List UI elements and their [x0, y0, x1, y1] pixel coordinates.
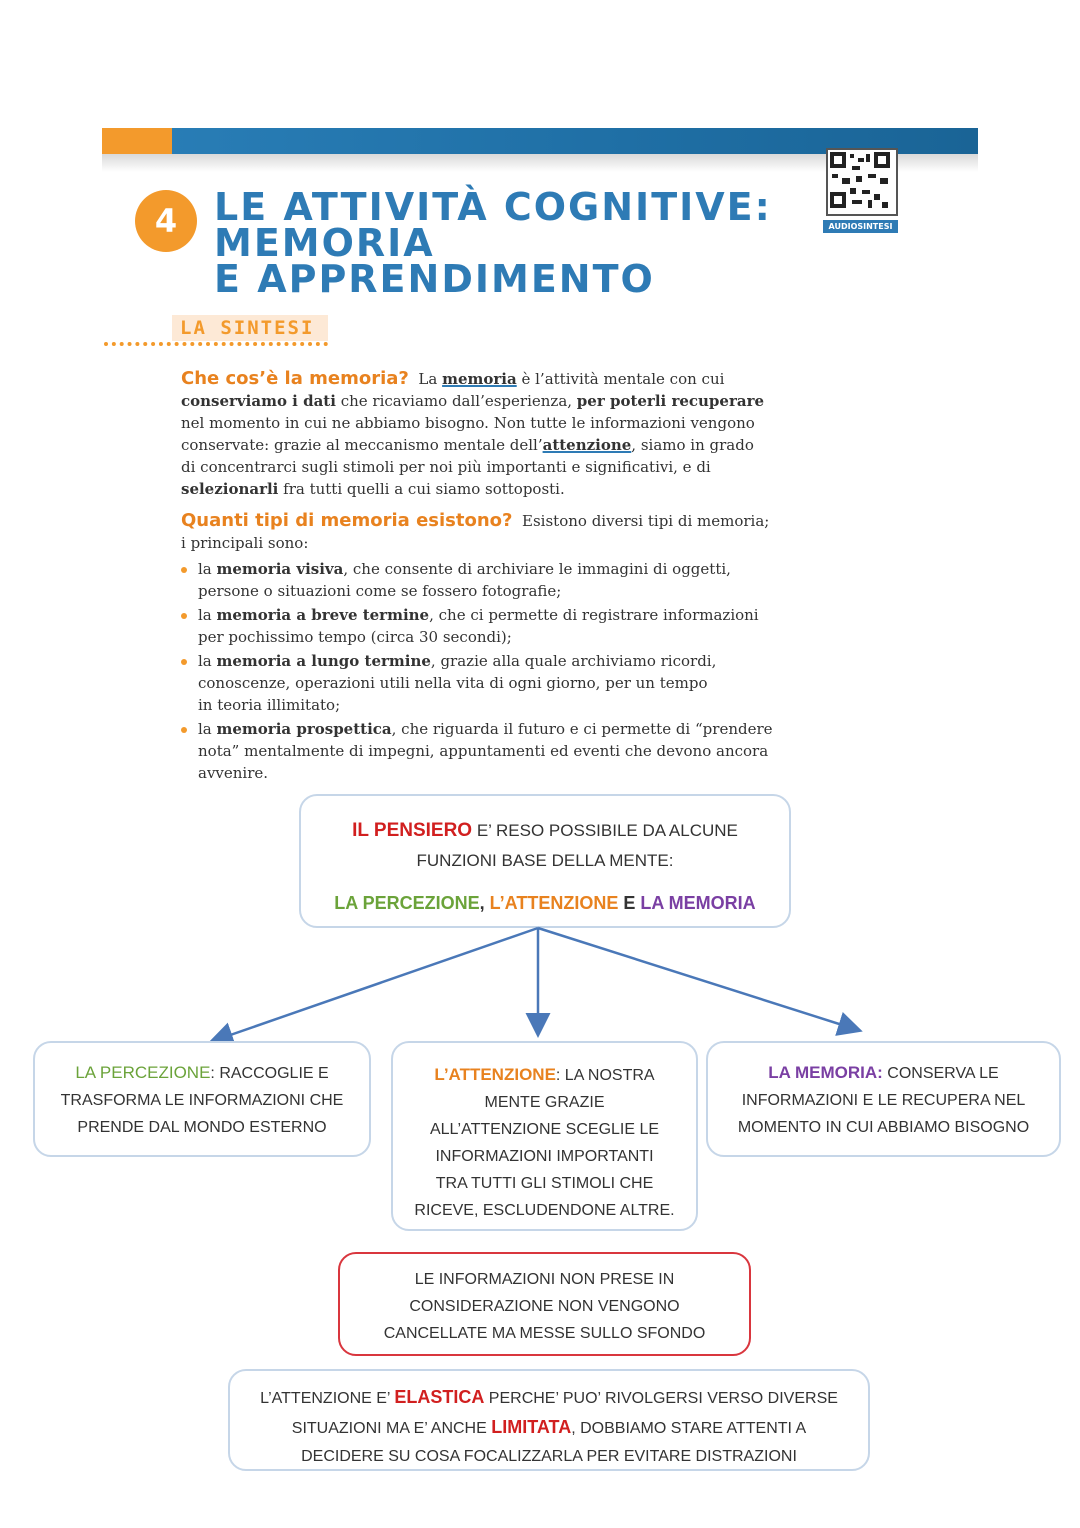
concept-box-attenzione: L’ATTENZIONE: LA NOSTRA MENTE GRAZIE ALL’ATTENZIONE SCEGLIE LE INFORMAZIONI IMPORTANTI TRA TUTTI GLI STIMOLI CHE RICEVE, ESCLUDENDONE ALTRE.	[391, 1041, 698, 1231]
audiosintesi-label: AUDIOSINTESI	[823, 220, 898, 233]
section-label: LA SINTESI	[180, 317, 315, 339]
list-item: la memoria prospettica, che riguarda il futuro e ci permette di “prendere nota” mentalmente di impegni, appuntamenti ed eventi che devono ancora avvenire.	[181, 718, 881, 784]
concept-box-note: LE INFORMAZIONI NON PRESE IN CONSIDERAZIONE NON VENGONO CANCELLATE MA MESSE SULLO SFONDO	[338, 1252, 751, 1356]
concept-box-percezione: LA PERCEZIONE: RACCOGLIE E TRASFORMA LE INFORMAZIONI CHE PRENDE DAL MONDO ESTERNO	[33, 1041, 371, 1157]
arrow-right	[538, 928, 858, 1030]
page-title-line-3: E APPRENDIMENTO	[214, 257, 655, 301]
list-item: la memoria a breve termine, che ci permette di registrare informazioni per pochissimo tempo (circa 30 secondi);	[181, 604, 881, 648]
list-item: la memoria a lungo termine, grazie alla quale archiviamo ricordi, conoscenze, operazioni utili nella vita di ogni giorno, per un tempo in teoria illimitato;	[181, 650, 881, 716]
arrow-left	[213, 928, 538, 1041]
concept-box-memoria: LA MEMORIA: CONSERVA LE INFORMAZIONI E LE RECUPERA NEL MOMENTO IN CUI ABBIAMO BISOGNO	[706, 1041, 1061, 1157]
list-item: la memoria visiva, che consente di archiviare le immagini di oggetti, persone o situazioni come se fossero fotografie;	[181, 558, 881, 602]
intro-paragraph-2: Quanti tipi di memoria esistono? Esistono diversi tipi di memoria; i principali sono:	[181, 510, 770, 552]
chapter-number: 4	[135, 190, 197, 252]
intro-paragraph-1: Che cos’è la memoria? La memoria è l’attività mentale con cui conserviamo i dati che ricaviamo dall’esperienza, per poterli recuperare nel momento in cui ne abbiamo bisogno. Non tutte le informazioni vengono conservate: grazie al meccanismo mentale dell’attenzione, siamo in grado di concentrarci sugli stimoli per noi più importanti e significativi, e di selezionarli fra tutti quelli a cui siamo sottoposti.	[181, 368, 765, 498]
concept-box-pensiero: IL PENSIERO E’ RESO POSSIBILE DA ALCUNE FUNZIONI BASE DELLA MENTE: LA PERCEZIONE, L’ATTENZIONE E LA MEMORIA	[299, 794, 791, 928]
question-1: Che cos’è la memoria?	[181, 368, 409, 389]
page-title-line-2: MEMORIA	[214, 221, 435, 265]
question-2: Quanti tipi di memoria esistono?	[181, 510, 513, 531]
page-title-line-1: LE ATTIVITÀ COGNITIVE:	[214, 185, 772, 229]
concept-box-attenzione-elastica: L’ATTENZIONE E’ ELASTICA PERCHE’ PUO’ RIVOLGERSI VERSO DIVERSE SITUAZIONI MA E’ ANCHE LIMITATA, DOBBIAMO STARE ATTENTI A DECIDERE SU COSA FOCALIZZARLA PER EVITARE DISTRAZIONI	[228, 1369, 870, 1471]
